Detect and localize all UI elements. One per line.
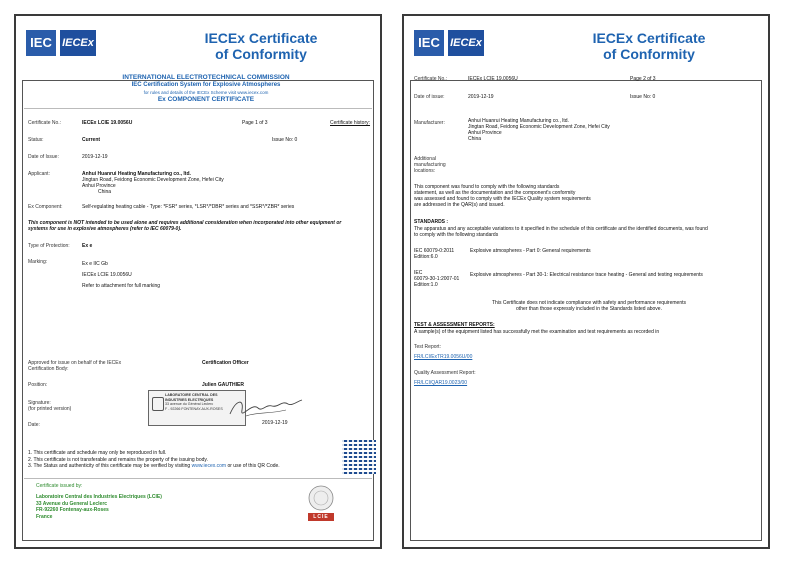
approved-value: Certification Officer [202,360,249,366]
iecex-logo: IECEx [448,30,484,56]
org-rules: for rules and details of the IECEx Scheme visit www.iecex.com [143,90,269,95]
usage-notice: This component is NOT intended to be used alone and requires additional consideration when incorporated into other equipment or systems for use in explosive atmospheres (refer to IEC 60079-0). [28,220,342,232]
standards-intro: The apparatus and any acceptable variations to it specified in the schedule of this certificate and the identified documents, was found to comply with the following standards [414,226,708,238]
additional-locations-label: Additional manufacturing locations: [414,156,446,174]
date2-label: Date: [28,422,40,428]
certificate-heading: IECEx Certificate of Conformity [204,30,318,62]
applicant-address: Anhui Huanrui Heating Manufacturing co., ltd. Jingtan Road, Feidong Economic Development Zone, Hefei City Anhui Province China [82,171,224,195]
certificate-page-2 [402,14,770,549]
lcie-stamp: LABORATOIRE CENTRAL DES INDUSTRIES ELECTRIQUES 33 avenue du Général Leclerc F - 92266 FONTENAY-AUX-ROSES [148,390,246,426]
certificate-page-1 [14,14,382,549]
standards-disclaimer: This Certificate does not indicate compliance with safety and performance requirements other than those expressly included in the Standards listed above. [492,300,686,312]
org-subtitle: IEC Certification System for Explosive Atmospheres [131,82,281,88]
test-assessment-intro: A sample(s) of the equipment listed has successfully met the examination and test requirements as recorded in [414,329,660,335]
marking-label: Marking: [28,259,48,265]
date2-value: 2019-12-19 [262,420,288,426]
status-label: Status: [28,137,44,143]
conformity-statement: This component was found to comply with the following standards statement, as well as the documentation and the component's conformity was assessed and found to comply with the IECEx Quality system requirements are addressed in the QAR(s) and issued. [414,184,591,208]
test-assessment-heading: TEST & ASSESSMENT REPORTS: [414,322,495,328]
position-value: Julien GAUTHIER [202,382,244,388]
issue-number: Issue No: 0 [630,94,656,100]
cert-no-label: Certificate No.: [414,76,448,82]
date-value: 2019-12-19 [468,94,494,100]
iec-logo: IEC [26,30,56,56]
signature-label: Signature: (for printed version) [28,400,72,412]
marking-value: Ex e IIC Gb IECEx LCIE 19.0056U Refer to attachment for full marking [82,261,161,289]
certificate-notes: 1. This certificate and schedule may only be reproduced in full. 2. This certificate is not transferable and remains the property of the issuing body. 3. The Status and authenticity of this certificate may be verified by visiting www.iecex.com or use of this QR Code. [28,450,280,469]
standard-2-code: IEC 60079-30-1:2007-01 Edition:1.0 [414,270,460,288]
manufacturer-address: Anhui Huanrui Heating Manufacturing co., ltd. Jingtan Road, Feidong Economic Development Zone, Hefei City Anhui Province China [468,118,610,142]
cert-no: IECEx LCIE 19.0056U [82,120,133,126]
cert-no-label: Certificate No.: [28,120,62,126]
iecex-logo: IECEx [60,30,96,56]
iecex-website-link[interactable]: www.iecex.com [191,463,227,469]
org-title: INTERNATIONAL ELECTROTECHNICAL COMMISSION [122,74,290,81]
certificate-type: Ex COMPONENT CERTIFICATE [157,96,255,103]
issue-number: Issue No: 0 [272,137,298,143]
page-number: Page 1 of 3 [242,120,268,126]
position-label: Position: [28,382,48,388]
component-value: Self-regulating heating cable - Type: *FSR* series, *LSR*/*DBR* series and *SSR*/*ZBR* series [82,204,295,210]
verification-qr-code[interactable] [342,440,376,474]
standards-heading: STANDARDS : [414,219,449,225]
standard-1-code: IEC 60079-0:2011 Edition:6.0 [414,248,455,260]
lcie-logo: LCIE [306,484,336,522]
certificate-heading: IECEx Certificate of Conformity [592,30,706,62]
standard-2-description: Explosive atmospheres - Part 30-1: Electrical resistance trace heating - General and testing requirements [470,272,703,278]
page-number: Page 2 of 3 [630,76,656,82]
date-label: Date of Issue: [28,154,59,160]
date-label: Date of issue: [414,94,445,100]
date-value: 2019-12-19 [82,154,108,160]
iec-logo: IEC [414,30,444,56]
qar-label: Quality Assessment Report: [414,370,476,376]
applicant-label: Applicant: [28,171,50,177]
protection-label: Type of Protection: [28,243,70,249]
certificate-history-link[interactable]: Certificate history: [330,120,371,126]
qar-link[interactable]: FR/LCI/QAR19.0023/00 [414,380,468,386]
cert-no: IECEx LCIE 19.0056U [468,76,518,82]
stamp-emblem-icon [152,397,164,411]
approved-label: Approved for issue on behalf of the IECEx Certification Body: [28,360,122,372]
protection-value: Ex e [82,243,93,249]
status-value: Current [82,137,101,143]
component-label: Ex Component: [28,204,63,210]
test-report-label: Test Report: [414,344,441,350]
issuer-address: Laboratoire Central des Industries Electriques (LCIE) 33 Avenue du General Leclerc FR-92260 Fontenay-aux-Roses France [36,494,162,520]
issued-by-label: Certificate issued by: [36,483,83,489]
certificate-frame [22,80,374,541]
test-report-link[interactable]: FR/LCI/ExTR19.0056U/00 [414,354,473,360]
standard-1-description: Explosive atmospheres - Part 0: General requirements [470,248,591,254]
manufacturer-label: Manufacturer: [414,120,445,126]
